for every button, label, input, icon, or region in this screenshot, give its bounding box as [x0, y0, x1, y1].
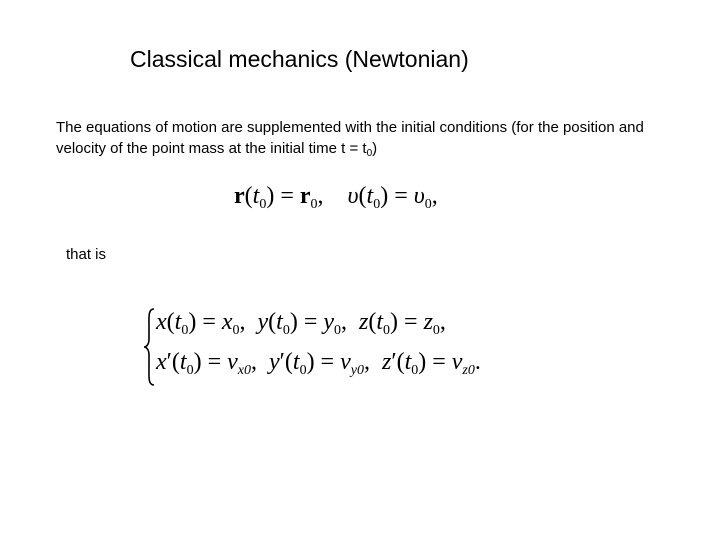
that-is-label: that is	[66, 246, 107, 263]
system-line-2: $x'(t_0) = v_{x0}$, $y'(t_0) = v_{y0}$, $z'(t_0) = v_{z0}$.	[156, 349, 481, 378]
intro-subscript: 0	[366, 148, 373, 159]
left-brace-icon	[142, 307, 156, 387]
initial-conditions-equation: $r(t_0) = r_0$, $\upsilon(t_0) = \upsilon_0$,	[234, 183, 438, 212]
system-line-1: $x(t_0) = x_0$, $y(t_0) = y_0$, $z(t_0) = z_0$,	[156, 309, 446, 338]
intro-text: The equations of motion are supplemented with the initial conditions (for the position and velocity of the point mass at the initial time t = t	[56, 119, 644, 157]
slide-title: Classical mechanics (Newtonian)	[130, 46, 469, 72]
intro-paragraph	[56, 117, 696, 159]
intro-close: )	[372, 140, 378, 157]
